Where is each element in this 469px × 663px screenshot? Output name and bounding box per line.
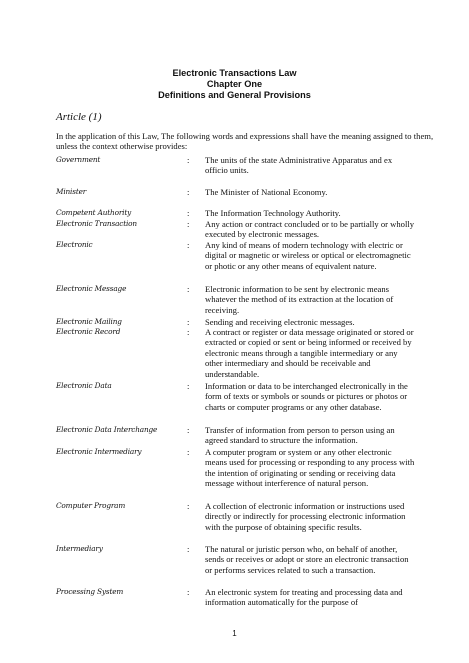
page-number: 1	[232, 629, 237, 638]
definition-text: Electronic information to be sent by electronic means whatever the method of its extraction at the location of receiving.	[205, 284, 394, 315]
definition-term: Electronic Transaction	[56, 219, 137, 228]
definition-text: A contract or register or data message originated or stored or extracted or copied or sent or being informed or received by electronic means through a tangible intermediary or any other intermediary and should be receivable and understandable.	[205, 327, 414, 379]
definition-colon: :	[187, 284, 190, 294]
definition-text: An electronic system for treating and processing data and information automatically for the purpose of	[205, 587, 403, 608]
definition-text: Information or data to be interchanged electronically in the form of texts or symbols or sounds or pictures or photos or charts or computer programs or any other database.	[205, 381, 408, 412]
definition-text: The natural or juristic person who, on behalf of another, sends or receives or adopt or store an electronic transaction or performs services related to such a transaction.	[205, 544, 409, 575]
definition-term: Government	[56, 155, 101, 164]
definition-text: Any action or contract concluded or to be partially or wholly executed by electronic messages.	[205, 219, 415, 240]
definition-colon: :	[187, 187, 190, 197]
definition-term: Processing System	[56, 587, 124, 596]
definition-text: The units of the state Administrative Apparatus and ex officio units.	[205, 155, 393, 176]
definition-colon: :	[187, 587, 190, 597]
definition-colon: :	[187, 240, 190, 250]
definition-term: Minister	[56, 187, 87, 196]
article-heading: Article (1)	[56, 111, 102, 123]
definition-term: Intermediary	[56, 544, 103, 553]
definition-text: A computer program or system or any other electronic means used for processing or responding to any process with the intention of originating or sending or receiving data message without interference of natural person.	[205, 447, 415, 489]
definition-colon: :	[187, 425, 190, 435]
document-title: Electronic Transactions Law	[172, 68, 297, 78]
chapter-heading: Chapter One	[206, 79, 263, 89]
definition-colon: :	[187, 208, 190, 218]
definition-term: Electronic Data	[56, 381, 112, 390]
definition-text: Any kind of means of modern technology with electric or digital or magnetic or wireless or optical or electromagnetic or photic or any other means of equivalent nature.	[205, 240, 411, 271]
definition-text: The Information Technology Authority.	[205, 208, 341, 218]
intro-paragraph: In the application of this Law, The following words and expressions shall have the meaning assigned to them, unless the context otherwise provides:	[56, 131, 434, 152]
definition-term: Electronic Data Interchange	[56, 425, 158, 434]
definition-colon: :	[187, 381, 190, 391]
section-heading: Definitions and General Provisions	[158, 90, 311, 100]
definition-colon: :	[187, 501, 190, 511]
definition-colon: :	[187, 447, 190, 457]
definition-term: Electronic Intermediary	[56, 447, 142, 456]
definition-text: A collection of electronic information or instructions used directly or indirectly for processing electronic information with the purpose of obtaining specific results.	[205, 501, 406, 532]
definition-colon: :	[187, 544, 190, 554]
definition-text: The Minister of National Economy.	[205, 187, 328, 197]
definition-term: Electronic Record	[56, 327, 121, 336]
definition-colon: :	[187, 219, 190, 229]
definition-text: Transfer of information from person to person using an agreed standard to structure the information.	[205, 425, 395, 446]
definition-colon: :	[187, 155, 190, 165]
definition-term: Electronic Mailing	[56, 317, 122, 326]
definition-term: Computer Program	[56, 501, 126, 510]
definition-text: Sending and receiving electronic messages.	[205, 317, 355, 327]
definition-colon: :	[187, 327, 190, 337]
definition-term: Electronic Message	[56, 284, 127, 293]
definition-term: Competent Authority	[56, 208, 132, 217]
definition-term: Electronic	[56, 240, 93, 249]
definition-colon: :	[187, 317, 190, 327]
